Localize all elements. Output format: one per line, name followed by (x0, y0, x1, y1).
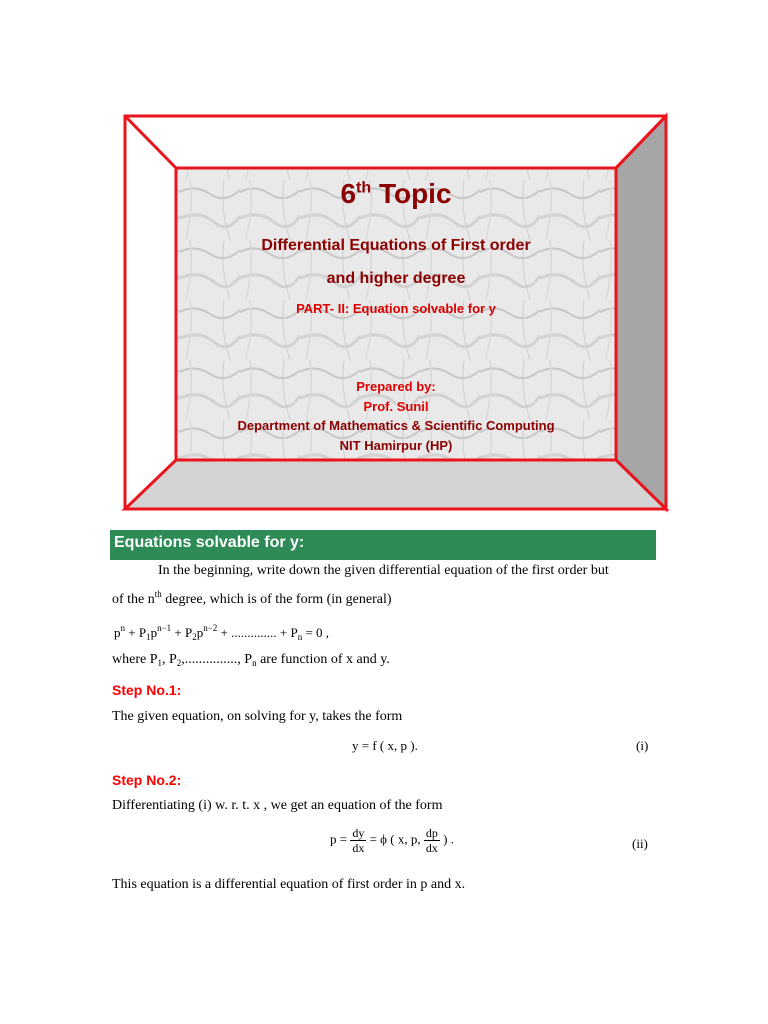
fraction-dy-dx (350, 826, 366, 855)
where-line (112, 652, 390, 668)
eq2-end: ) . (439, 831, 454, 847)
where-sub: 2 (176, 658, 182, 668)
equation-ii-number: (ii) (632, 836, 648, 851)
author-name: Prof. Sunil (363, 399, 429, 414)
eq-sup: n (120, 623, 125, 633)
where-text: where P (112, 652, 158, 667)
where-text: ,..............., P (181, 652, 253, 667)
general-equation (114, 623, 329, 642)
where-sub: 1 (157, 658, 162, 668)
eq2-lhs: p = (330, 831, 351, 847)
where-text: are function of x and y. (256, 652, 390, 667)
eq-term: + P (171, 625, 193, 640)
topic-word: Topic (378, 178, 452, 209)
topic-subtitle-line1: Differential Equations of First order (261, 237, 531, 254)
section-heading: Equations solvable for y: (114, 534, 305, 551)
topic-part: PART- II: Equation solvable for y (296, 301, 496, 316)
eq-term: p (196, 625, 204, 640)
eq-sub: n (297, 632, 303, 642)
conclusion-text: This equation is a differential equation of first order in p and x. (112, 877, 466, 892)
eq-sup: n−1 (157, 623, 172, 633)
step-1-text: The given equation, on solving for y, takes the form (112, 709, 403, 724)
topic-number: 6 (340, 178, 357, 209)
topic-title (176, 178, 616, 210)
step-1-label: Step No.1: (112, 682, 182, 698)
fraction-numerator: dy (352, 826, 365, 840)
eq-sub: 1 (146, 632, 151, 642)
equation-ii (330, 826, 454, 855)
fraction-denominator: dx (425, 841, 438, 855)
department-name: Department of Mathematics & Scientific Computing (237, 418, 555, 433)
intro-line-2 (112, 589, 392, 608)
eq2-mid: = ϕ ( x, p, (366, 831, 424, 847)
topic-suffix: th (356, 179, 372, 197)
fraction-numerator: dp (425, 826, 438, 840)
intro-text-a: of the n (112, 592, 155, 607)
eq-term: p (150, 625, 158, 640)
equation-i: y = f ( x, p ). (352, 738, 418, 753)
step-2-label: Step No.2: (112, 772, 182, 788)
institute-name: NIT Hamirpur (HP) (339, 438, 453, 453)
fraction-denominator: dx (352, 841, 365, 855)
intro-text-b: degree, which is of the form (in general) (161, 592, 392, 607)
eq-sup: n−2 (203, 623, 218, 633)
intro-sup: th (154, 589, 162, 599)
section-heading-bar (110, 530, 656, 560)
where-text: , P (162, 652, 177, 667)
where-sub: n (252, 658, 257, 668)
eq-term: + P (125, 625, 147, 640)
eq-sub: 2 (192, 632, 197, 642)
eq-term: + .............. + P (217, 625, 298, 640)
topic-subtitle-line2: and higher degree (326, 270, 466, 287)
step-2-text: Differentiating (i) w. r. t. x , we get an equation of the form (112, 798, 443, 813)
eq-term: p (114, 625, 121, 640)
equation-i-number: (i) (636, 738, 649, 753)
eq-term: = 0 , (302, 625, 330, 640)
intro-line-1: In the beginning, write down the given differential equation of the first order but (158, 563, 609, 578)
fraction-dp-dx (424, 826, 440, 855)
prepared-by-label: Prepared by: (356, 379, 436, 394)
